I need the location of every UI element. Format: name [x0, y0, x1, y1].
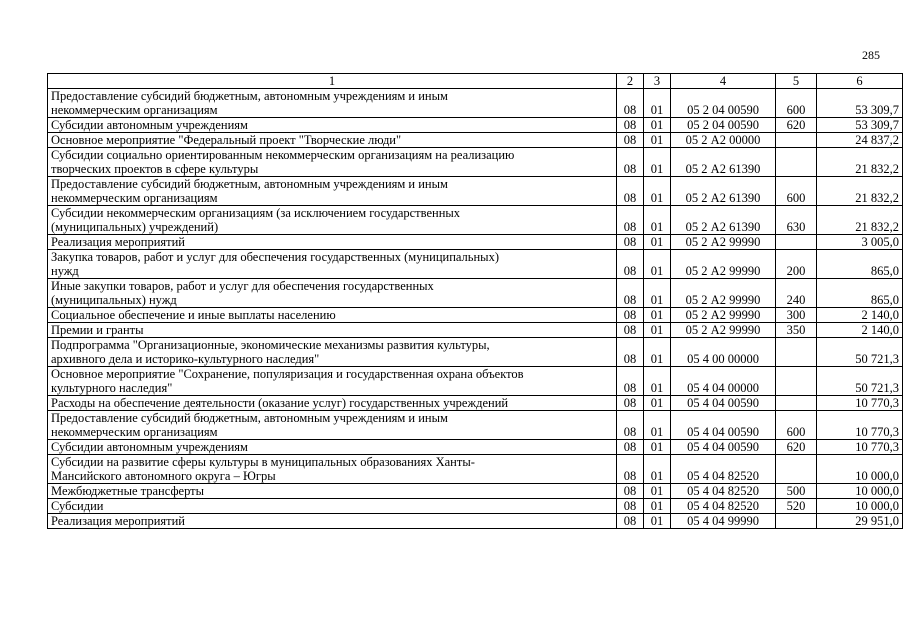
section-code-cell: 08	[617, 235, 644, 250]
expense-name-cell: Иные закупки товаров, работ и услуг для обеспечения государственных (муниципальных) нужд	[48, 279, 617, 308]
amount-cell: 10 000,0	[817, 455, 903, 484]
target-article-cell: 05 2 А2 00000	[671, 133, 776, 148]
expense-type-cell: 520	[776, 499, 817, 514]
expense-type-cell: 300	[776, 308, 817, 323]
amount-cell: 10 770,3	[817, 411, 903, 440]
target-article-cell: 05 2 А2 99990	[671, 235, 776, 250]
amount-cell: 50 721,3	[817, 338, 903, 367]
expense-name-cell: Предоставление субсидий бюджетным, автономным учреждениям и иным некоммерческим организациям	[48, 177, 617, 206]
subsection-code-cell: 01	[644, 308, 671, 323]
column-header: 5	[776, 74, 817, 89]
table-row	[48, 411, 903, 440]
expense-name-cell: Субсидии на развитие сферы культуры в муниципальных образованиях Ханты- Мансийского автономного округа – Югры	[48, 455, 617, 484]
section-code-cell: 08	[617, 206, 644, 235]
subsection-code-cell: 01	[644, 133, 671, 148]
amount-cell: 865,0	[817, 279, 903, 308]
expense-type-cell	[776, 367, 817, 396]
expense-type-cell: 240	[776, 279, 817, 308]
amount-cell: 29 951,0	[817, 514, 903, 529]
subsection-code-cell: 01	[644, 411, 671, 440]
amount-cell: 21 832,2	[817, 148, 903, 177]
table-header-row	[48, 74, 903, 89]
expense-type-cell: 600	[776, 411, 817, 440]
table-row	[48, 396, 903, 411]
subsection-code-cell: 01	[644, 279, 671, 308]
table-row	[48, 118, 903, 133]
section-code-cell: 08	[617, 177, 644, 206]
section-code-cell: 08	[617, 499, 644, 514]
table-row	[48, 308, 903, 323]
subsection-code-cell: 01	[644, 514, 671, 529]
expense-name-cell: Основное мероприятие "Сохранение, популяризация и государственная охрана объектов культурного наследия"	[48, 367, 617, 396]
table-row	[48, 338, 903, 367]
target-article-cell: 05 4 04 00590	[671, 396, 776, 411]
expense-name-cell: Реализация мероприятий	[48, 514, 617, 529]
section-code-cell: 08	[617, 89, 644, 118]
expense-type-cell	[776, 455, 817, 484]
target-article-cell: 05 4 04 82520	[671, 484, 776, 499]
table-row	[48, 440, 903, 455]
target-article-cell: 05 2 А2 99990	[671, 279, 776, 308]
table-row	[48, 323, 903, 338]
expense-name-cell: Субсидии автономным учреждениям	[48, 118, 617, 133]
table-row	[48, 484, 903, 499]
section-code-cell: 08	[617, 118, 644, 133]
expense-type-cell	[776, 396, 817, 411]
subsection-code-cell: 01	[644, 177, 671, 206]
table-row	[48, 148, 903, 177]
expense-type-cell	[776, 148, 817, 177]
page-number: 285	[862, 48, 880, 62]
target-article-cell: 05 2 04 00590	[671, 118, 776, 133]
target-article-cell: 05 4 04 99990	[671, 514, 776, 529]
section-code-cell: 08	[617, 338, 644, 367]
expense-name-cell: Субсидии	[48, 499, 617, 514]
expense-name-cell: Субсидии некоммерческим организациям (за исключением государственных (муниципальных) учреждений)	[48, 206, 617, 235]
expense-type-cell: 630	[776, 206, 817, 235]
section-code-cell: 08	[617, 484, 644, 499]
column-header: 4	[671, 74, 776, 89]
section-code-cell: 08	[617, 396, 644, 411]
expense-name-cell: Закупка товаров, работ и услуг для обеспечения государственных (муниципальных) нужд	[48, 250, 617, 279]
table-row	[48, 235, 903, 250]
amount-cell: 53 309,7	[817, 118, 903, 133]
subsection-code-cell: 01	[644, 148, 671, 177]
amount-cell: 2 140,0	[817, 323, 903, 338]
amount-cell: 21 832,2	[817, 206, 903, 235]
table-body	[48, 89, 903, 529]
amount-cell: 10 000,0	[817, 499, 903, 514]
table-row	[48, 514, 903, 529]
table-row	[48, 499, 903, 514]
target-article-cell: 05 4 00 00000	[671, 338, 776, 367]
section-code-cell: 08	[617, 411, 644, 440]
amount-cell: 50 721,3	[817, 367, 903, 396]
target-article-cell: 05 4 04 00590	[671, 411, 776, 440]
section-code-cell: 08	[617, 279, 644, 308]
amount-cell: 2 140,0	[817, 308, 903, 323]
target-article-cell: 05 4 04 82520	[671, 499, 776, 514]
expense-type-cell: 600	[776, 177, 817, 206]
section-code-cell: 08	[617, 148, 644, 177]
expense-type-cell: 350	[776, 323, 817, 338]
target-article-cell: 05 4 04 82520	[671, 455, 776, 484]
section-code-cell: 08	[617, 514, 644, 529]
budget-table	[47, 73, 903, 529]
expense-type-cell	[776, 338, 817, 367]
target-article-cell: 05 4 04 00000	[671, 367, 776, 396]
expense-type-cell: 500	[776, 484, 817, 499]
expense-type-cell: 200	[776, 250, 817, 279]
expense-type-cell	[776, 133, 817, 148]
subsection-code-cell: 01	[644, 338, 671, 367]
expense-name-cell: Предоставление субсидий бюджетным, автономным учреждениям и иным некоммерческим организациям	[48, 411, 617, 440]
table-row	[48, 455, 903, 484]
column-header: 2	[617, 74, 644, 89]
expense-type-cell: 620	[776, 118, 817, 133]
section-code-cell: 08	[617, 250, 644, 279]
expense-type-cell: 620	[776, 440, 817, 455]
table-row	[48, 177, 903, 206]
subsection-code-cell: 01	[644, 206, 671, 235]
target-article-cell: 05 2 А2 61390	[671, 177, 776, 206]
column-header: 1	[48, 74, 617, 89]
table-row	[48, 206, 903, 235]
expense-name-cell: Предоставление субсидий бюджетным, автономным учреждениям и иным некоммерческим организациям	[48, 89, 617, 118]
target-article-cell: 05 2 А2 99990	[671, 308, 776, 323]
expense-name-cell: Основное мероприятие "Федеральный проект "Творческие люди"	[48, 133, 617, 148]
subsection-code-cell: 01	[644, 440, 671, 455]
target-article-cell: 05 4 04 00590	[671, 440, 776, 455]
amount-cell: 24 837,2	[817, 133, 903, 148]
table-row	[48, 250, 903, 279]
section-code-cell: 08	[617, 367, 644, 396]
expense-type-cell	[776, 514, 817, 529]
target-article-cell: 05 2 А2 99990	[671, 250, 776, 279]
subsection-code-cell: 01	[644, 118, 671, 133]
amount-cell: 10 770,3	[817, 440, 903, 455]
expense-name-cell: Межбюджетные трансферты	[48, 484, 617, 499]
expense-name-cell: Подпрограмма "Организационные, экономические механизмы развития культуры, архивного дела и историко-культурного наследия"	[48, 338, 617, 367]
amount-cell: 53 309,7	[817, 89, 903, 118]
table-row	[48, 133, 903, 148]
subsection-code-cell: 01	[644, 484, 671, 499]
amount-cell: 10 770,3	[817, 396, 903, 411]
column-header: 6	[817, 74, 903, 89]
section-code-cell: 08	[617, 440, 644, 455]
amount-cell: 10 000,0	[817, 484, 903, 499]
expense-name-cell: Расходы на обеспечение деятельности (оказание услуг) государственных учреждений	[48, 396, 617, 411]
target-article-cell: 05 2 А2 61390	[671, 206, 776, 235]
expense-name-cell: Премии и гранты	[48, 323, 617, 338]
subsection-code-cell: 01	[644, 235, 671, 250]
expense-type-cell: 600	[776, 89, 817, 118]
section-code-cell: 08	[617, 323, 644, 338]
subsection-code-cell: 01	[644, 367, 671, 396]
amount-cell: 21 832,2	[817, 177, 903, 206]
amount-cell: 865,0	[817, 250, 903, 279]
column-header: 3	[644, 74, 671, 89]
target-article-cell: 05 2 А2 99990	[671, 323, 776, 338]
section-code-cell: 08	[617, 455, 644, 484]
expense-name-cell: Субсидии социально ориентированным некоммерческим организациям на реализацию творческих проектов в сфере культуры	[48, 148, 617, 177]
subsection-code-cell: 01	[644, 499, 671, 514]
subsection-code-cell: 01	[644, 396, 671, 411]
expense-name-cell: Социальное обеспечение и иные выплаты населению	[48, 308, 617, 323]
target-article-cell: 05 2 04 00590	[671, 89, 776, 118]
subsection-code-cell: 01	[644, 250, 671, 279]
expense-type-cell	[776, 235, 817, 250]
section-code-cell: 08	[617, 133, 644, 148]
subsection-code-cell: 01	[644, 89, 671, 118]
section-code-cell: 08	[617, 308, 644, 323]
table-row	[48, 279, 903, 308]
amount-cell: 3 005,0	[817, 235, 903, 250]
target-article-cell: 05 2 А2 61390	[671, 148, 776, 177]
subsection-code-cell: 01	[644, 323, 671, 338]
expense-name-cell: Реализация мероприятий	[48, 235, 617, 250]
table-row	[48, 367, 903, 396]
expense-name-cell: Субсидии автономным учреждениям	[48, 440, 617, 455]
table-row	[48, 89, 903, 118]
subsection-code-cell: 01	[644, 455, 671, 484]
